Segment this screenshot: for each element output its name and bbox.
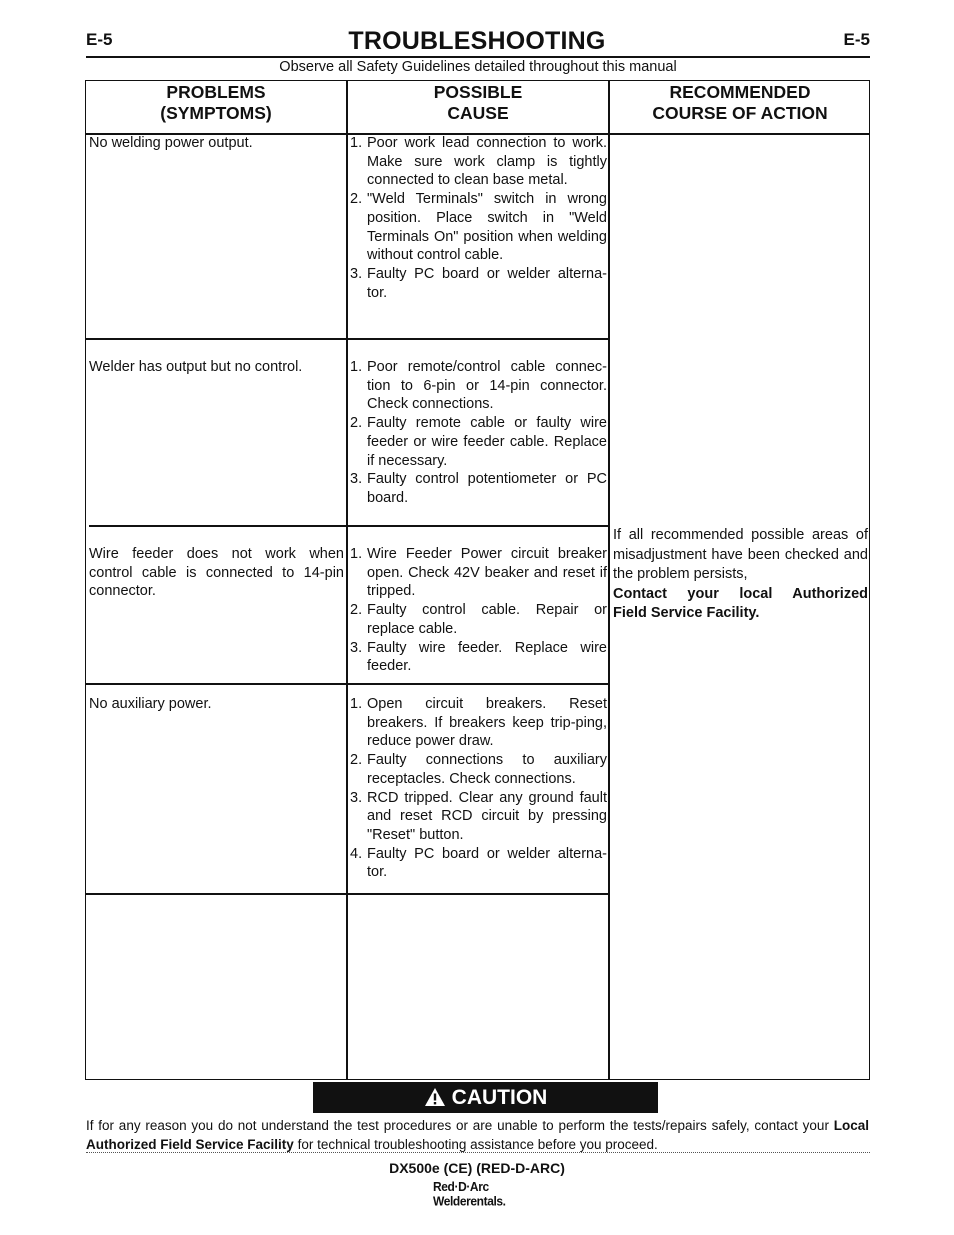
column-header-action: RECOMMENDED COURSE OF ACTION (652, 82, 828, 123)
caution-banner (313, 1082, 658, 1113)
row-divider (86, 893, 609, 895)
footer-model: DX500e (CE) (RED-D-ARC) (389, 1160, 565, 1176)
column-divider (608, 81, 610, 1079)
row-divider (89, 525, 609, 527)
row-divider (86, 683, 609, 685)
row-divider (86, 338, 609, 340)
red-d-arc-logo: Red·D·Arc Welderentals. (433, 1178, 506, 1209)
page-title: TROUBLESHOOTING (348, 27, 606, 55)
cause-list (350, 358, 607, 508)
caution-label: CAUTION (451, 1086, 548, 1109)
column-header-cause: POSSIBLE CAUSE (433, 82, 523, 123)
safety-subtitle: Observe all Safety Guidelines detailed throughout this manual (279, 59, 677, 75)
problem-cell: No welding power output. (89, 135, 253, 151)
page-code-right: E-5 (843, 30, 870, 49)
cause-list (350, 134, 607, 302)
cause-item: 2. Faulty remote cable or faulty wire feeder or wire feeder cable. Replace if necessary. (350, 415, 607, 469)
title-rule (86, 56, 870, 58)
problem-cell: No auxiliary power. (89, 696, 212, 712)
column-header-problems: PROBLEMS (SYMPTOMS) (160, 82, 272, 123)
cause-item: 1. Poor remote/control cable connec-tion to 6-pin or 14-pin connector. Check connections. (350, 359, 607, 413)
cause-item: 1. Poor work lead connection to work. Make sure work clamp is tightly connected to clean base metal. (350, 135, 607, 189)
cause-list (350, 695, 607, 882)
page-code-left: E-5 (86, 30, 113, 49)
troubleshooting-table (85, 80, 870, 1080)
problem-cell: Welder has output but no control. (89, 359, 303, 375)
cause-item: 1. Wire Feeder Power circuit breaker open. Check 42V beaker and reset if tripped. (350, 546, 607, 600)
footer-rule (86, 1152, 870, 1153)
problem-cell: Wire feeder does not work when control cable is connected to 14-pin connector. (89, 546, 344, 600)
cause-item: 3. RCD tripped. Clear any ground fault and reset RCD circuit by pressing "Reset" button. (350, 789, 607, 843)
cause-list (350, 545, 607, 676)
cause-item: 2. "Weld Terminals" switch in wrong position. Place switch in "Weld Terminals On" position when welding without control cable. (350, 191, 607, 264)
cause-item: 3. Faulty control potentiometer or PC board. (350, 471, 607, 506)
cause-item: 2. Faulty connections to auxiliary receptacles. Check connections. (350, 752, 607, 787)
caution-text: If for any reason you do not understand the test procedures or are unable to perform the tests/repairs safely, contact your Local Authorized Field Service Facility for technical troubleshooting assistance before you proceed. (86, 1118, 869, 1152)
warning-triangle-icon (424, 1087, 446, 1107)
cause-item: 3. Faulty wire feeder. Replace wire feeder. (350, 639, 607, 675)
cause-item: 4. Faulty PC board or welder alterna-tor. (350, 845, 607, 881)
cause-item: 3. Faulty PC board or welder alterna-tor. (350, 265, 607, 301)
cause-item: 2. Faulty control cable. Repair or replace cable. (350, 602, 607, 637)
column-divider (346, 81, 348, 1079)
recommended-action: If all recommended possible areas of misadjustment have been checked and the problem persists, Contact your local Authorized Field Service Facility. (613, 527, 868, 621)
cause-item: 1. Open circuit breakers. Reset breakers. If breakers keep trip-ping, reduce power draw. (350, 696, 607, 750)
